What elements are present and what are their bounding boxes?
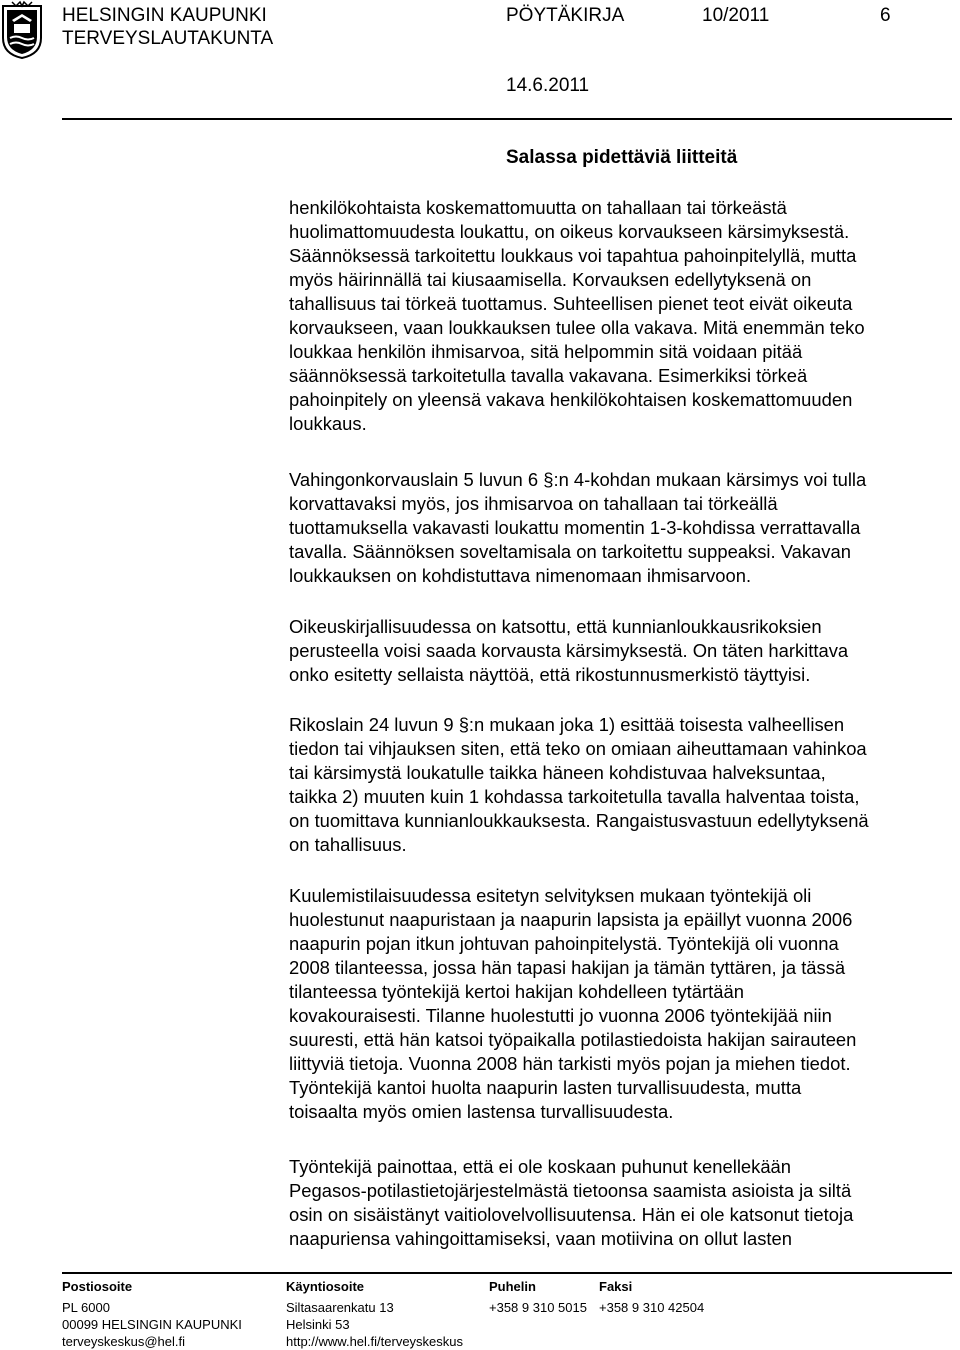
board-name: TERVEYSLAUTAKUNTA — [62, 28, 274, 49]
line: Pegasos-potilastietojärjestelmästä tietoonsa saamista asioista ja siltä — [289, 1180, 852, 1201]
helsinki-crest-icon — [0, 0, 44, 60]
line: Työntekijä kantoi huolta naapurin lasten turvallisuudesta, mutta — [289, 1077, 802, 1098]
line: myös häirinnällä tai kiusaamisella. Korvauksen edellytyksenä on — [289, 269, 812, 290]
line: tuottamuksella vakavasti loukattu momentin 1-3-kohdissa verrattavalla — [289, 517, 861, 538]
footer-heading: Käyntiosoite — [286, 1279, 365, 1294]
org-name: HELSINGIN KAUPUNKI — [62, 5, 267, 26]
footer-line: 00099 HELSINGIN KAUPUNKI — [62, 1317, 242, 1332]
line: taikka 2) muuten kuin 1 kohdassa tarkoitetulla tavalla halventaa toista, — [289, 786, 860, 807]
line: loukkauksen on kohdistuttava nimenomaan ihmisarvoon. — [289, 565, 752, 586]
line: on tuomittava kunnianloukkauksesta. Rangaistusvastuun edellytyksenä — [289, 810, 869, 831]
footer-website: http://www.hel.fi/terveyskeskus — [286, 1334, 464, 1349]
line: tai kärsimystä loukatulle taikka häneen kohdistuvaa halveksuntaa, — [289, 762, 826, 783]
footer-heading: Postiosoite — [62, 1279, 133, 1294]
line: korvattavaksi myös, jos ihmisarvoa on tahallaan tai törkeällä — [289, 493, 778, 514]
meeting-date: 14.6.2011 — [506, 75, 590, 96]
line: osin on sisäistänyt vaitiolovelvollisuutensa. Hän ei ole katsonut tietoja — [289, 1204, 854, 1225]
section-title: Salassa pidettäviä liitteitä — [506, 147, 738, 168]
line: tilanteessa työntekijä kertoi hakijan kohdelleen tytärtään — [289, 981, 744, 1002]
line: loukkaus. — [289, 413, 367, 434]
line: henkilökohtaista koskemattomuutta on tahallaan tai törkeästä — [289, 197, 787, 218]
paragraph-3 — [289, 615, 949, 687]
line: Säännöksessä tarkoitettu loukkaus voi tapahtua pahoinpitelyllä, mutta — [289, 245, 857, 266]
doc-number: 10/2011 — [702, 5, 770, 26]
line: loukkaa henkilön ihmisarvoa, sitä helpommin sitä voidaan pitää — [289, 341, 803, 362]
line: onko esitetty sellaista näyttöä, että rikostunnusmerkistö täyttyisi. — [289, 664, 811, 685]
line: naapurin pojan itkun johtuvan pahoinpitelystä. Työntekijä oli vuonna — [289, 933, 839, 954]
line: toisaalta myös omien lastensa turvallisuudesta. — [289, 1101, 674, 1122]
line: 2008 tilanteessa, jossa hän tapasi hakijan ja tämän tyttären, ja tässä — [289, 957, 846, 978]
footer-line: +358 9 310 42504 — [599, 1300, 705, 1315]
line: tavalla. Säännöksen soveltamisala on tarkoitettu suppeaksi. Vakavan — [289, 541, 851, 562]
line: perusteella voisi saada korvausta kärsimyksestä. On täten harkittava — [289, 640, 849, 661]
line: naapuriensa vahingoittamiseksi, vaan motiivina on ollut lasten — [289, 1228, 792, 1249]
footer-line: PL 6000 — [62, 1300, 110, 1315]
paragraph-5 — [289, 884, 949, 1124]
line: huolestunut naapuristaan ja naapurin lapsista ja epäillyt vuonna 2006 — [289, 909, 853, 930]
line: suuresti, että hän katsoi työpaikalla potilastiedoista hakijan sairauteen — [289, 1029, 857, 1050]
line: kovakouraisesti. Tilanne huolestutti jo vuonna 2006 työntekijää niin — [289, 1005, 832, 1026]
line: Rikoslain 24 luvun 9 §:n mukaan joka 1) esittää toisesta valheellisen — [289, 714, 845, 735]
footer-heading: Faksi — [599, 1279, 633, 1294]
line: korvaukseen, vaan loukkauksen tulee olla vakava. Mitä enemmän teko — [289, 317, 865, 338]
page-number: 6 — [880, 5, 891, 26]
line: pahoinpitely on yleensä vakava henkilökohtaisen koskemattomuuden — [289, 389, 853, 410]
footer-visiting-address — [286, 1278, 463, 1350]
line: huolimattomuudesta loukattu, on oikeus korvaukseen kärsimyksestä. — [289, 221, 850, 242]
line: liittyviä tietoja. Vuonna 2008 hän tarkisti myös pojan ja miehen tiedot. — [289, 1053, 851, 1074]
paragraph-4 — [289, 713, 949, 857]
paragraph-2 — [289, 468, 949, 588]
line: on tahallisuus. — [289, 834, 407, 855]
footer-phone — [489, 1278, 587, 1316]
line: Vahingonkorvauslain 5 luvun 6 §:n 4-kohdan mukaan kärsimys voi tulla — [289, 469, 867, 490]
line: Kuulemistilaisuudessa esitetyn selvityksen mukaan työntekijä oli — [289, 885, 812, 906]
footer-heading: Puhelin — [489, 1279, 536, 1294]
paragraph-1 — [289, 196, 949, 436]
footer-divider — [62, 1272, 952, 1274]
line: Oikeuskirjallisuudessa on katsottu, että kunnianloukkausrikoksien — [289, 616, 822, 637]
line: Työntekijä painottaa, että ei ole koskaan puhunut kenellekään — [289, 1156, 792, 1177]
line: säännöksessä tarkoitetulla tavalla vakavana. Esimerkiksi törkeä — [289, 365, 808, 386]
doc-type: PÖYTÄKIRJA — [506, 5, 625, 26]
footer-line: Siltasaarenkatu 13 — [286, 1300, 394, 1315]
footer-line: +358 9 310 5015 — [489, 1300, 587, 1315]
footer-line: Helsinki 53 — [286, 1317, 350, 1332]
footer-postal-address — [62, 1278, 242, 1350]
footer-fax — [599, 1278, 704, 1316]
paragraph-6 — [289, 1155, 949, 1251]
line: tiedon tai vihjauksen siten, että teko on omiaan aiheuttamaan vahinkoa — [289, 738, 867, 759]
header-divider — [62, 118, 952, 120]
line: tahallisuus tai törkeä tuottamus. Suhteellisen pienet teot eivät oikeuta — [289, 293, 853, 314]
footer-email: terveyskeskus@hel.fi — [62, 1334, 186, 1349]
